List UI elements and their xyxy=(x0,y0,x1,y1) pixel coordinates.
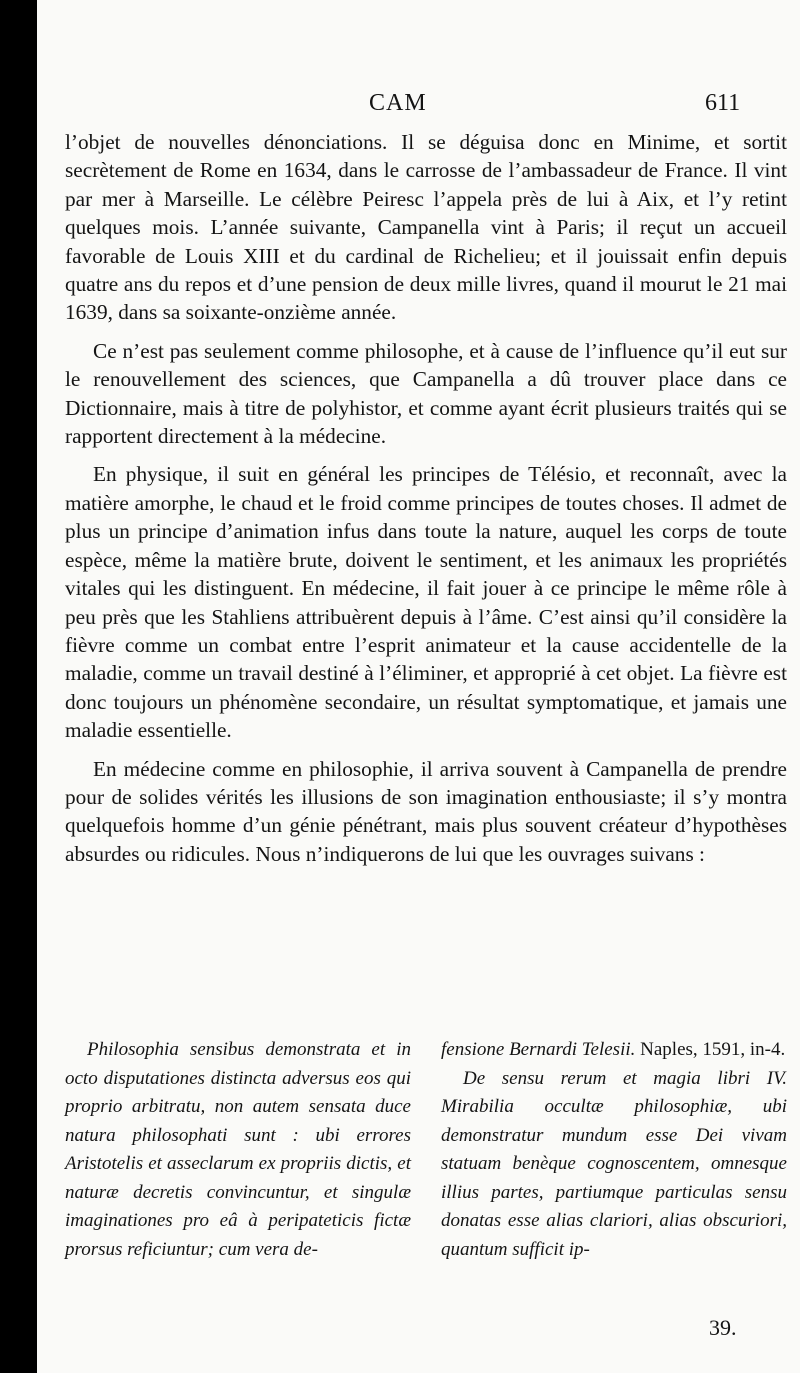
paragraph-4: En médecine comme en philosophie, il arriva souvent à Campanella de prendre pour de solides vérités les illusions de son imagination enthousiaste; il s’y montra quelquefois homme d’un génie pénétrant, mais plus souvent créateur d’hypothèses absurdes ou ridicules. Nous n’indiquerons de lui que les ouvrages suivans : xyxy=(65,756,787,866)
bibliography-entry-2: De sensu rerum et magia libri IV. Mirabilia occultæ philosophiæ, ubi demonstratur mundum esse Dei vivam statuam benèque cognoscentem, omnesque illius partes, partiumque particulas sensu donatas esse alias clariori, alias obscuriori, quantum sufficit ip- xyxy=(441,1067,787,1260)
bibliography-entry-1-place: Naples, 1591, in-4. xyxy=(640,1039,786,1060)
paragraph-1: l’objet de nouvelles dénonciations. Il se déguisa donc en Minime, et sortit secrètement de Rome en 1634, dans le carrosse de l’ambassadeur de France. Il vint par mer à Marseille. Le célèbre Peiresc l’appela près de lui à Aix, et l’y retint quelques mois. L’année suivante, Campanella vint à Paris; il reçut un accueil favorable de Louis XIII et du cardinal de Richelieu; et il jouissait enfin depuis quatre ans du repos et d’une pension de deux mille livres, quand il mourut le 21 mai 1639, dans sa soixante-onzième année. xyxy=(65,130,787,325)
bibliography-left-column xyxy=(65,1036,411,1264)
bibliography-entry-1: Philosophia sensibus demonstrata et in octo disputationes distincta adversus eos qui proprio arbitratu, non autem sensata duce natura philosophati sunt : ubi errores Aristotelis et asseclarum ex propriis dictis, et naturæ decretis convincuntur, et singulæ imaginationes pro eâ à peripateticis fictæ prorsus reficiuntur; cum vera de- xyxy=(65,1039,411,1260)
bibliography-entry-1-end: fensione Bernardi Telesii. xyxy=(441,1039,636,1060)
book-page xyxy=(37,0,800,1373)
main-text xyxy=(65,128,787,878)
page-number: 611 xyxy=(705,90,741,116)
paragraph-3: En physique, il suit en général les principes de Télésio, et reconnaît, avec la matière amorphe, le chaud et le froid comme principes de toutes choses. Il admet de plus un principe d’animation infus dans toute la nature, auquel les corps de toute espèce, même la matière brute, doivent le sentiment, et les animaux les propriétés vitales qui les distinguent. En médecine, il fait jouer à ce principe le même rôle à peu près que les Stahliens attribuèrent depuis à l’âme. C’est ainsi qu’il considère la fièvre comme un combat entre l’esprit animateur et la cause accidentelle de la maladie, comme un travail destiné à l’éliminer, et approprié à cet objet. La fièvre est donc toujours un phénomène secondaire, un résultat symptomatique, et jamais une maladie essentielle. xyxy=(65,462,787,743)
signature-mark: 39. xyxy=(709,1315,737,1340)
bibliography-entry-1-continued xyxy=(441,1036,787,1065)
running-title: CAM xyxy=(369,90,427,116)
bibliography-right-column xyxy=(441,1036,787,1264)
paragraph-2: Ce n’est pas seulement comme philosophe, et à cause de l’influence qu’il eut sur le renouvellement des sciences, que Campanella a dû trouver place dans ce Dictionnaire, mais à titre de polyhistor, et comme ayant écrit plusieurs traités qui se rapportent directement à la médecine. xyxy=(65,338,787,449)
running-header xyxy=(37,90,800,126)
bibliography xyxy=(65,1036,787,1264)
